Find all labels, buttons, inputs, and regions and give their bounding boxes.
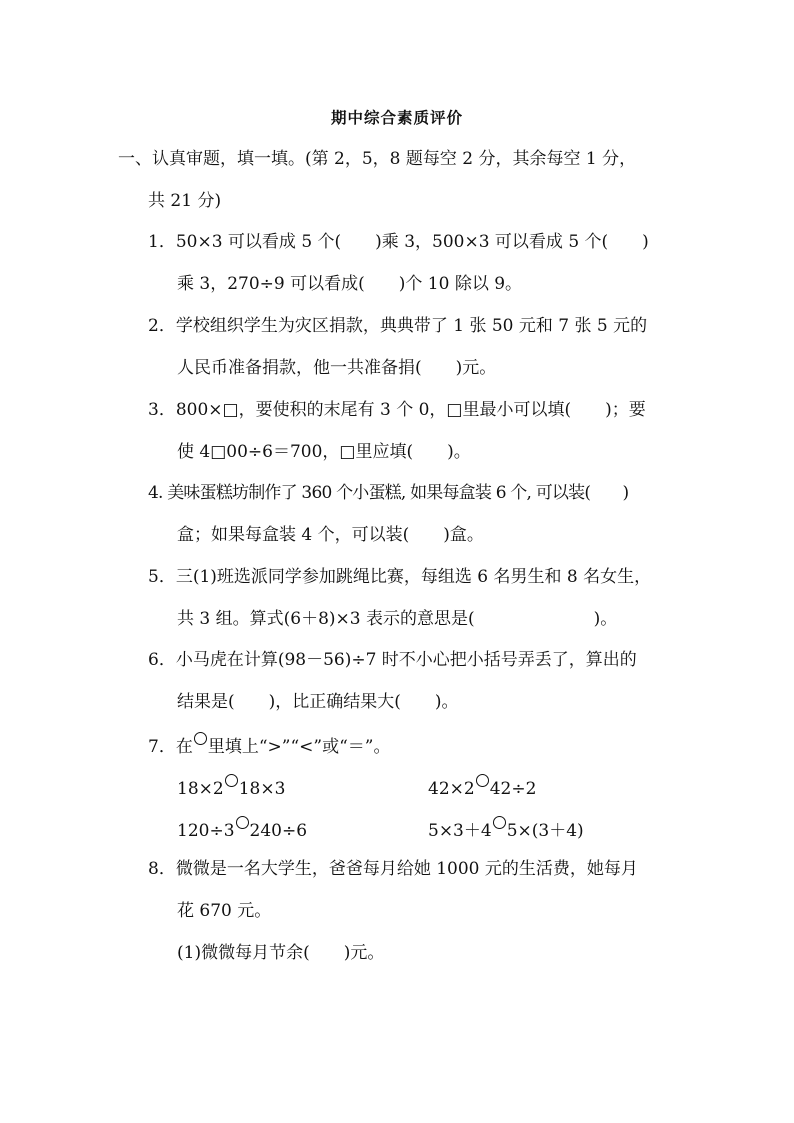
- question-6-line-2: 结果是( )，比正确结果大( )。: [177, 692, 459, 712]
- page-title: 期中综合素质评价: [330, 108, 463, 127]
- compare-right: 5×(3＋4): [506, 821, 584, 841]
- compare-item-3: [177, 816, 307, 843]
- question-8-line-2: 花 670 元。: [177, 901, 272, 921]
- compare-left: 120÷3: [177, 821, 235, 841]
- compare-item-1: [177, 774, 285, 801]
- question-4-line-1: 4. 美味蛋糕坊制作了 360 个小蛋糕, 如果每盒装 6 个, 可以装( ): [148, 483, 629, 503]
- question-6-line-1: 6．小马虎在计算(98－56)÷7 时不小心把小括号弄丢了，算出的: [148, 650, 637, 670]
- question-3-line-2: 使 4□00÷6＝700，□里应填( )。: [177, 442, 471, 462]
- compare-right: 240÷6: [249, 821, 308, 841]
- compare-item-4: [428, 816, 584, 843]
- question-8-sub-1: (1)微微每月节余( )元。: [177, 943, 385, 963]
- question-1-line-1: 1．50×3 可以看成 5 个( )乘 3，500×3 可以看成 5 个( ): [148, 232, 649, 252]
- question-7-stem-pre: 7．在: [148, 737, 193, 757]
- question-1-line-2: 乘 3，270÷9 可以看成( )个 10 除以 9。: [177, 274, 523, 294]
- section-heading: 一、认真审题，填一填。(第 2，5，8 题每空 2 分，其余每空 1 分，: [118, 149, 637, 169]
- compare-right: 42÷2: [489, 779, 537, 799]
- compare-circle-icon[interactable]: [236, 816, 249, 829]
- question-4-line-2: 盒；如果每盒装 4 个，可以装( )盒。: [177, 525, 484, 545]
- compare-left: 42×2: [428, 779, 475, 799]
- question-5-line-2: 共 3 组。算式(6＋8)×3 表示的意思是( )。: [177, 609, 618, 629]
- question-2-line-1: 2．学校组织学生为灾区捐款，典典带了 1 张 50 元和 7 张 5 元的: [148, 316, 648, 336]
- question-3-line-1: 3．800×□，要使积的末尾有 3 个 0，□里最小可以填( )；要: [148, 400, 646, 420]
- question-5-line-1: 5．三(1)班选派同学参加跳绳比赛，每组选 6 名男生和 8 名女生，: [148, 567, 652, 587]
- compare-item-2: [428, 774, 536, 801]
- compare-left: 18×2: [177, 779, 224, 799]
- question-7-stem: [148, 732, 390, 759]
- compare-circle-icon[interactable]: [493, 816, 506, 829]
- question-8-line-1: 8．微微是一名大学生，爸爸每月给她 1000 元的生活费，她每月: [148, 859, 638, 879]
- question-7-stem-post: 里填上“>”“<”或“＝”。: [207, 737, 391, 757]
- question-2-line-2: 人民币准备捐款，他一共准备捐( )元。: [177, 358, 497, 378]
- compare-right: 18×3: [238, 779, 286, 799]
- compare-left: 5×3＋4: [428, 821, 492, 841]
- compare-circle-icon[interactable]: [476, 774, 489, 787]
- compare-circle-icon[interactable]: [225, 774, 238, 787]
- circle-blank-icon: [194, 732, 207, 745]
- section-heading-cont: 共 21 分): [148, 191, 222, 211]
